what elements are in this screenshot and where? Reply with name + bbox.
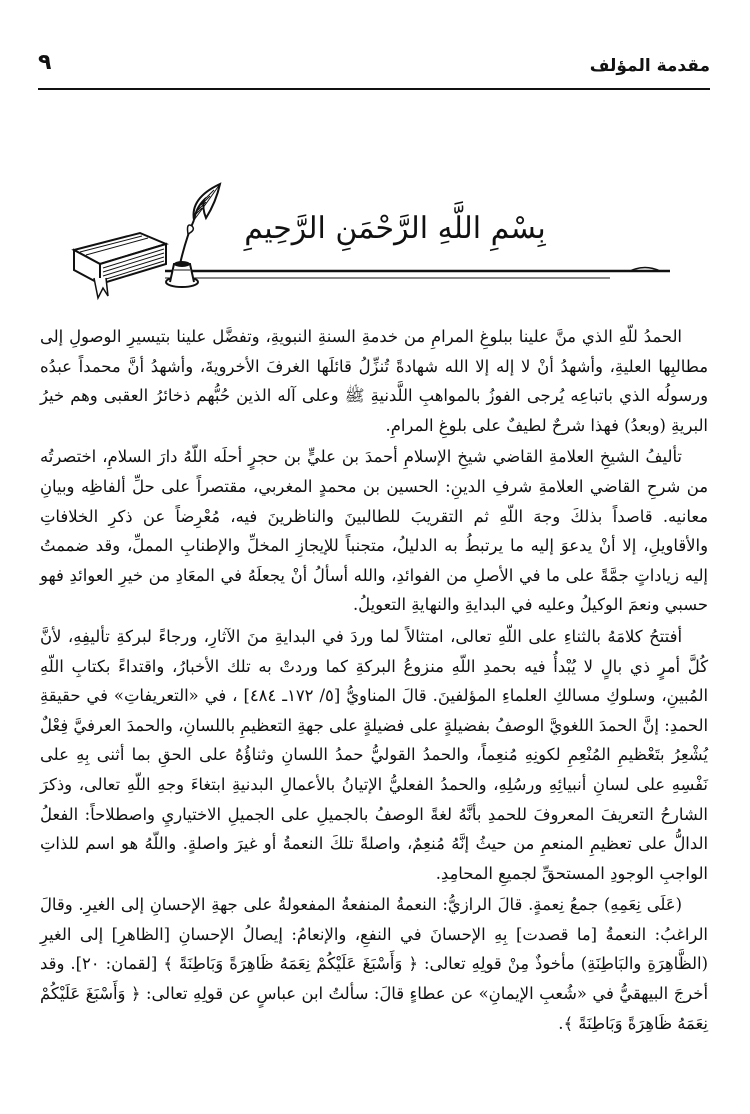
paragraph-3: أفتتحُ كلامَهُ بالثناءِ على اللّهِ تعالى، امتثالاً لما وردَ في البدايةِ منَ الآثارِ، ورجاءً لبركةِ تأليفِهِ، لأنَّ كُلَّ أمرٍ ذي بالٍ لا يُبْدأُ فيه بحمدِ اللّهِ منزوعُ البركةِ كما وردتْ به تلك الأخبارُ، واقتداءً بكتابِ اللّهِ المُبينِ، وسلوكِ مسالكِ العلماءِ المؤلفينَ. قالَ المناويُّ [٥/ ١٧٢ـ ٤٨٤] ، في «التعريفاتِ» في حقيقةِ الحمدِ: إنَّ الحمدَ اللغويَّ الوصفُ بفضيلةٍ على فضيلةٍ على جهةِ التعظيمِ باللسانِ، والحمدَ العرفيَّ فِعْلٌ يُشْعِرُ بتَعْظيمِ المُنْعِمِ لكونِهِ مُنعِماً، والحمدُ القوليُّ حمدُ اللسانِ وثناؤُهُ على الحقِ بما أثنى بِهِ على نَفْسِهِ على لسانِ أنبيائِهِ ورسُلِهِ، والحمدُ الفعليُّ الإتيانُ بالأعمالِ البدنيةِ ابتغاءَ وجهِ اللّهِ تعالى، وذكرَ الشارحُ التعريفَ المعروفَ للحمدِ بأنَّهُ لغةً الوصفُ بالجميلِ على الجميلِ الاختياريِ واصطلاحاً: الفعلُ الدالُّ على تعظيمِ المنعمِ من حيثُ إنَّهُ مُنعِمٌ، واصلةً تلكَ النعمةُ أو غيرَ واصلةٍ. واللّهُ هو اسم للذاتِ الواجبِ الوجودِ المستحقِّ لجميعِ المحامِدِ. bbox=[40, 626, 708, 883]
paragraph-2: تأليفُ الشيخِ العلامةِ القاضي شيخِ الإسلامِ أحمدَ بن عليٍّ بن حجرٍ أحلَه اللّهُ دارَ السلامِ، اختصرتُه من شرحِ القاضي العلامةِ شرفِ الدينِ: الحسين بن محمدٍ المغربي، مقتصراً على حلِّ ألفاظِه وبيانِ معانيه. قاصداً بذلكَ وجهَ اللّهِ ثم التقريبَ للطالبينَ والناظرينَ فيه، مُعْرِضاً عن ذكرِ الخلافاتِ والأقاويلِ، إلا أنْ يدعوَ إليه ما يرتبطُ به الدليلُ، متجنباً للإيجازِ المخلِّ والإطنابِ المملِّ، وقد ضممتُ إليه زياداتٍ جمَّةً على ما في الأصلِ من الفوائدِ، والله أسألُ أنْ يجعلَهُ في المعَادِ من خيرِ العوائدِ فهو حسبي ونعمَ الوكيلُ وعليه في البدايةِ والنهايةِ التعويلُ. bbox=[40, 447, 708, 615]
paragraph-1: الحمدُ للّهِ الذي منَّ علينا ببلوغِ المرامِ من خدمةِ السنةِ النبويةِ، وتفضَّل علينا بتيسيرِ الوصولِ إلى مطالبِها العليةِ، وأشهدُ أنْ لا إله إلا الله شهادةً تُنزِّلُ قائلَها الغرفَ الأخرويةَ، وأشهدُ أنَّ محمداً عبدُه ورسولُه الذي باتباعِه يُرجى الفوزُ بالمواهبِ اللَّدنيةِ ﷺ وعلى آله الذين حُبُّهم ذخائرُ العقبى وهم خيرُ البريةِ (وبعدُ) فهذا شرحٌ لطيفٌ على بلوغِ المرامِ. bbox=[40, 327, 708, 435]
basmala: بِسْمِ اللَّهِ الرَّحْمَنِ الرَّحِيمِ bbox=[244, 211, 546, 246]
paragraph-4: (عَلَى نِعَمِهِ) جمعُ نِعمةٍ. قالَ الرازيُّ: النعمةُ المنفعةُ المفعولةُ على جهةِ الإحسانِ إلى الغيرِ. وقالَ الراغبُ: النعمةُ [ما قصدت] بِهِ الإحسانَ في النفعِ، والإنعامُ: إيصالُ الإحسانِ [الظاهرِ] إلى الغيرِ (الظَّاهِرَةِ والبَاطِنَةِ) مأخوذٌ مِنْ قولِهِ تعالى: ﴿ وَأَسْبَغَ عَلَيْكُمْ نِعَمَهُ ظَاهِرَةً وَبَاطِنَةً ﴾ [لقمان: ٢٠]. وقد أخرجَ البيهقيُّ في «شُعبِ الإيمانِ» عن عطاءٍ قالَ: سألتُ ابن عباسٍ عن قولِهِ تعالى: ﴿ وَأَسْبَغَ عَلَيْكُمْ نِعَمَهُ ظَاهِرَةً وَبَاطِنَةً ﴾. bbox=[40, 895, 708, 1033]
running-title: مقدمة المؤلف bbox=[589, 56, 710, 76]
body-text bbox=[40, 322, 708, 1038]
page-number: ٩ bbox=[38, 50, 52, 75]
inkwell-icon bbox=[166, 261, 198, 287]
running-header bbox=[38, 50, 710, 90]
header-rule bbox=[38, 88, 710, 90]
book-icon bbox=[74, 233, 166, 298]
